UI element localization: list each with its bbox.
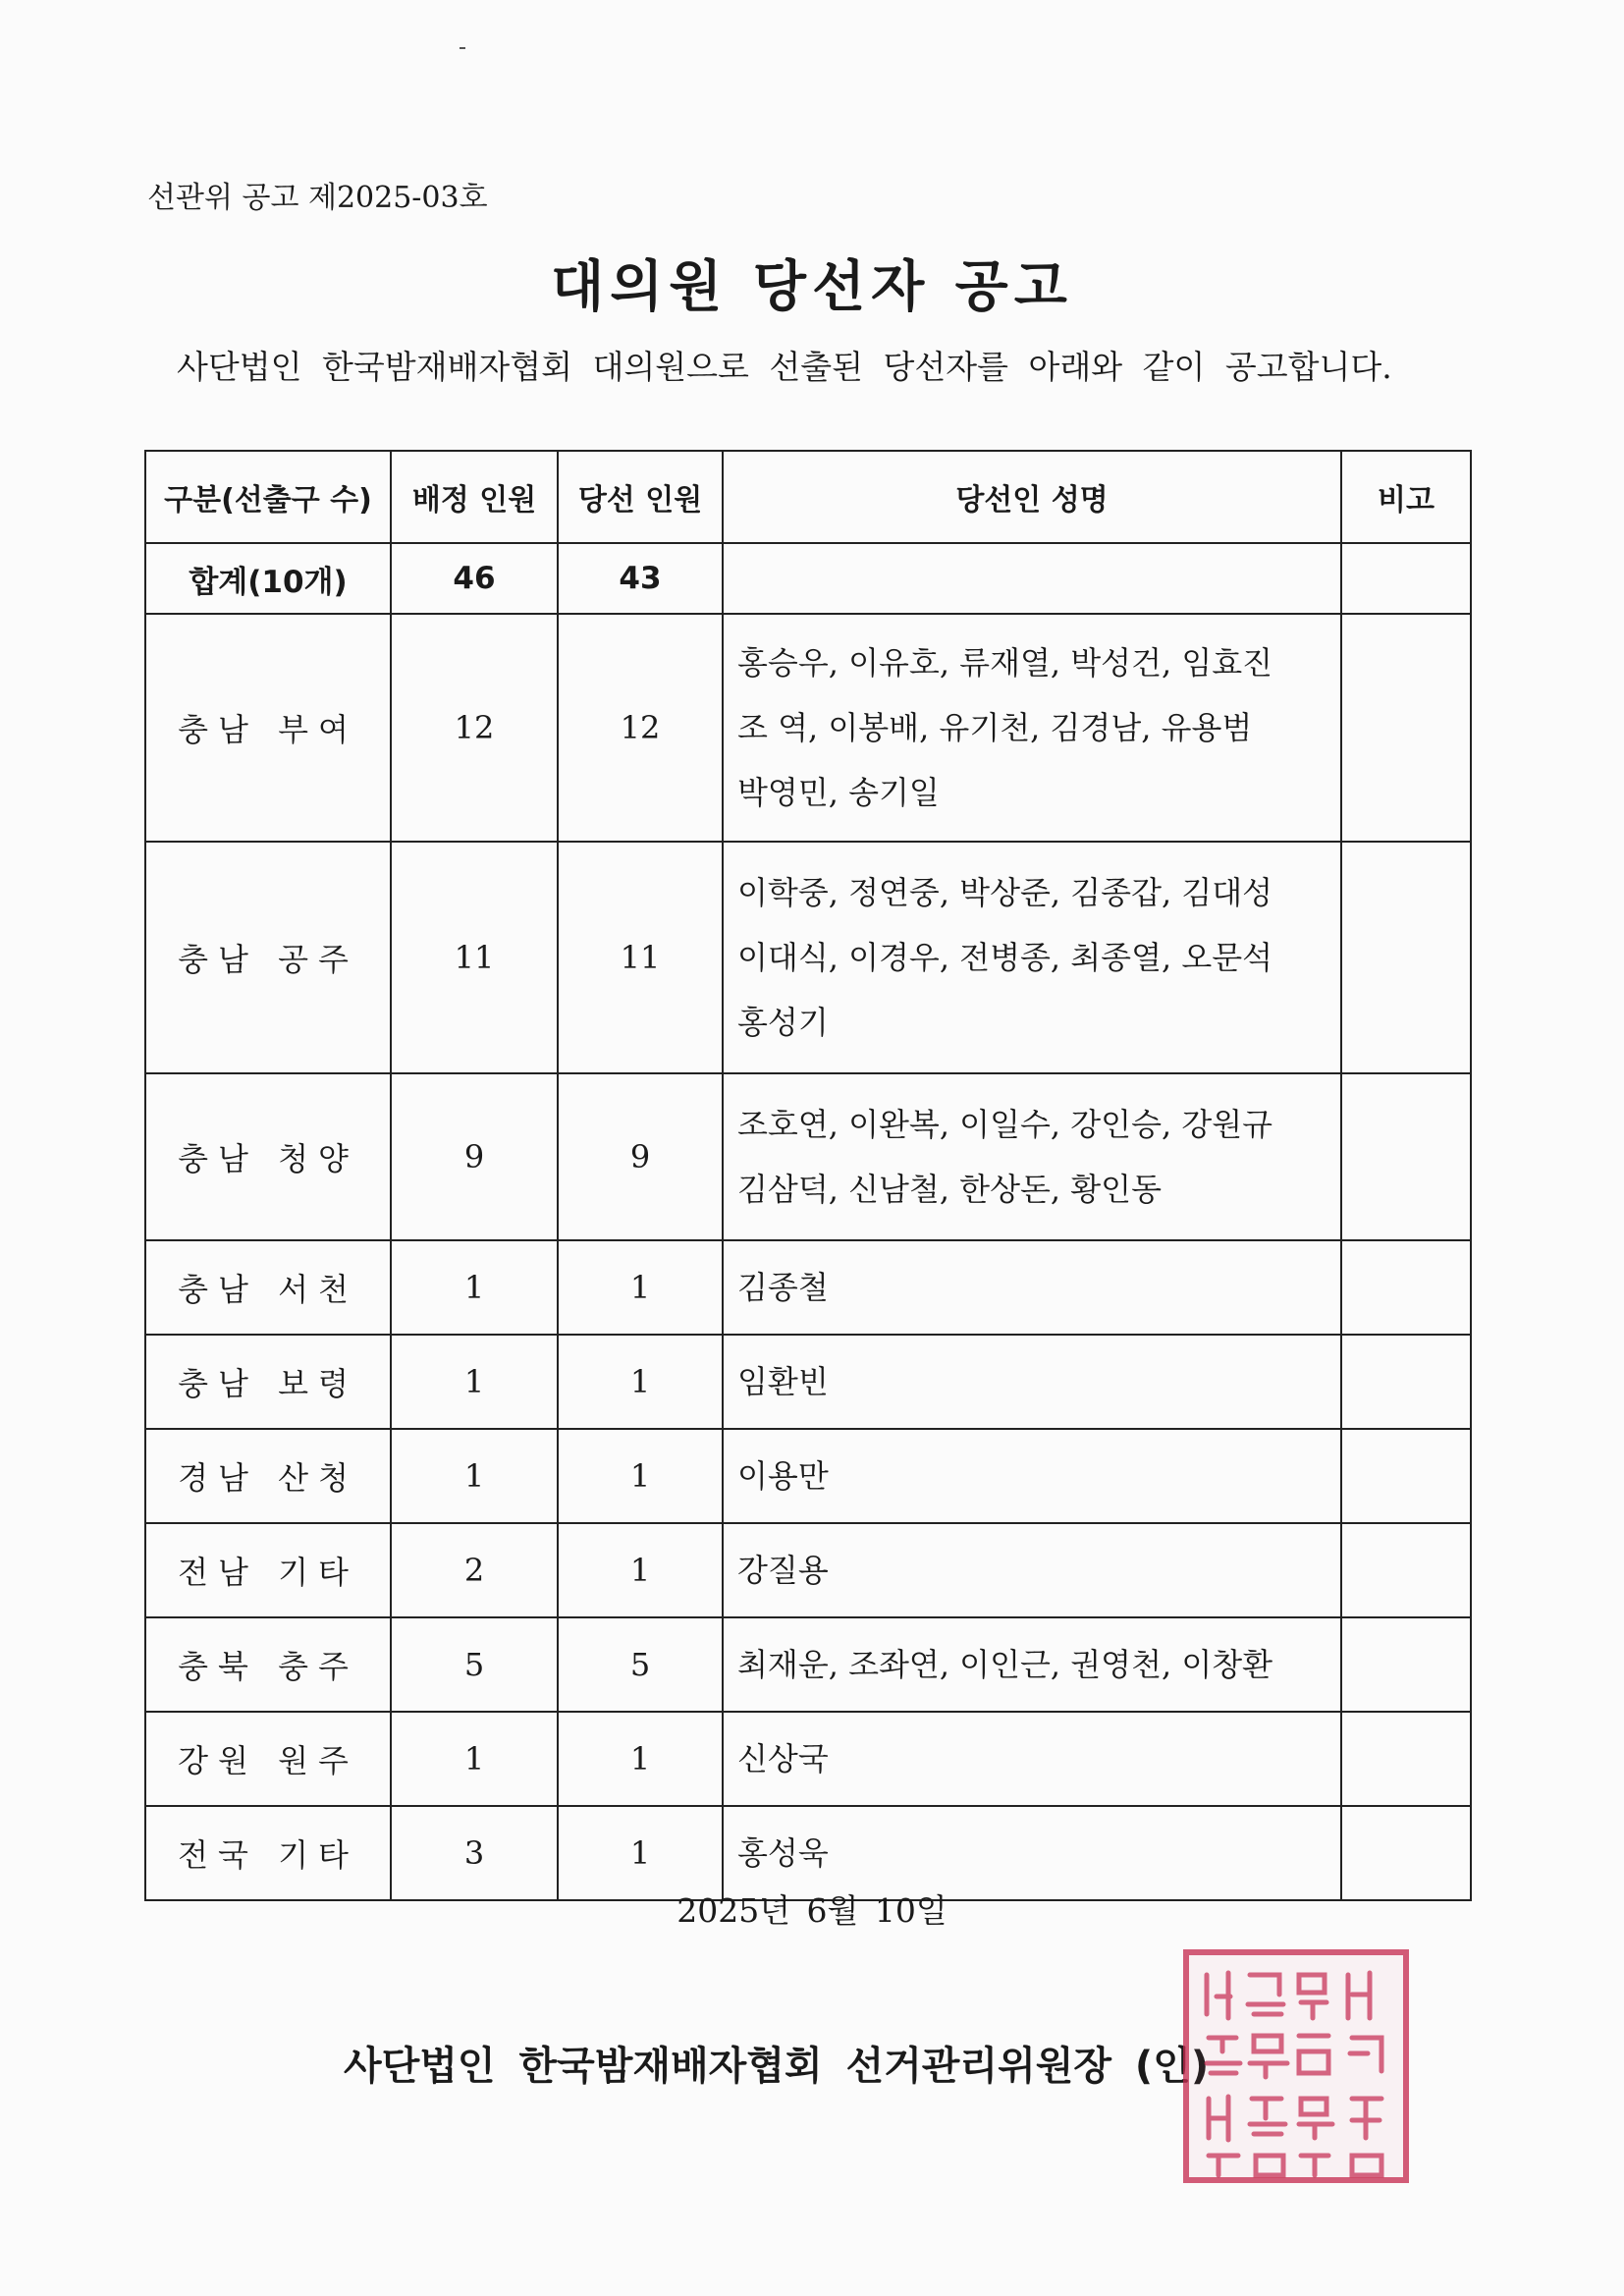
total-label: 합계(10개)	[145, 543, 391, 614]
elected-cell: 11	[558, 842, 723, 1073]
names-cell	[723, 614, 1341, 842]
names-line: 김삼덕, 신남철, 한상돈, 황인동	[737, 1171, 1162, 1208]
remarks-cell	[1341, 842, 1471, 1073]
district-cell: 전남 기타	[145, 1523, 391, 1617]
header-remarks: 비고	[1341, 451, 1471, 543]
names-cell	[723, 1429, 1341, 1523]
table-row	[145, 614, 1471, 842]
notice-reference-number: 선관위 공고 제2025-03호	[147, 181, 488, 215]
table-row	[145, 1335, 1471, 1429]
district-cell: 충남 부여	[145, 614, 391, 842]
allocated-cell: 11	[391, 842, 558, 1073]
table-header-row	[145, 451, 1471, 543]
names-cell	[723, 1073, 1341, 1240]
allocated-cell: 12	[391, 614, 558, 842]
names-cell	[723, 1523, 1341, 1617]
remarks-cell	[1341, 1617, 1471, 1712]
notice-date: 2025년 6월 10일	[677, 1891, 947, 1930]
total-row	[145, 543, 1471, 614]
names-line: 홍성욱	[737, 1834, 829, 1872]
names-line: 박영민, 송기일	[737, 774, 940, 811]
remarks-cell	[1341, 1240, 1471, 1335]
table-row	[145, 1523, 1471, 1617]
names-line: 이대식, 이경우, 전병종, 최종열, 오문석	[737, 939, 1273, 976]
names-line: 최재운, 조좌연, 이인근, 권영천, 이창환	[737, 1646, 1273, 1683]
elected-cell: 9	[558, 1073, 723, 1240]
names-line: 신상국	[737, 1740, 829, 1777]
elected-delegates-table	[144, 450, 1472, 1901]
elected-cell: 5	[558, 1617, 723, 1712]
names-line: 김종철	[737, 1269, 829, 1306]
total-names-cell	[723, 543, 1341, 614]
signature-line: 사단법인 한국밤재배자협회 선거관리위원장 (인)	[344, 2044, 1210, 2089]
header-allocated: 배정 인원	[391, 451, 558, 543]
total-remarks-cell	[1341, 543, 1471, 614]
allocated-cell: 2	[391, 1523, 558, 1617]
table-row	[145, 1712, 1471, 1806]
remarks-cell	[1341, 614, 1471, 842]
remarks-cell	[1341, 1712, 1471, 1806]
district-cell: 전국 기타	[145, 1806, 391, 1900]
elected-cell: 1	[558, 1523, 723, 1617]
names-line: 임환빈	[737, 1363, 829, 1400]
header-district: 구분(선출구 수)	[145, 451, 391, 543]
header-names: 당선인 성명	[723, 451, 1341, 543]
district-cell: 충북 충주	[145, 1617, 391, 1712]
names-cell	[723, 1335, 1341, 1429]
names-line: 홍성기	[737, 1004, 829, 1041]
elected-cell: 1	[558, 1429, 723, 1523]
allocated-cell: 1	[391, 1335, 558, 1429]
elected-cell: 1	[558, 1712, 723, 1806]
allocated-cell: 9	[391, 1073, 558, 1240]
elected-cell: 12	[558, 614, 723, 842]
header-elected: 당선 인원	[558, 451, 723, 543]
scan-mark	[460, 47, 465, 49]
remarks-cell	[1341, 1523, 1471, 1617]
allocated-cell: 3	[391, 1806, 558, 1900]
district-cell: 충남 청양	[145, 1073, 391, 1240]
table-row	[145, 1240, 1471, 1335]
official-seal	[1183, 1949, 1409, 2183]
notice-intro: 사단법인 한국밤재배자협회 대의원으로 선출된 당선자를 아래와 같이 공고합니다.	[177, 348, 1392, 386]
names-line: 이학중, 정연중, 박상준, 김종갑, 김대성	[737, 874, 1273, 911]
names-line: 홍승우, 이유호, 류재열, 박성건, 임효진	[737, 644, 1273, 682]
remarks-cell	[1341, 1073, 1471, 1240]
district-cell: 충남 보령	[145, 1335, 391, 1429]
elected-cell: 1	[558, 1240, 723, 1335]
names-cell	[723, 1240, 1341, 1335]
remarks-cell	[1341, 1429, 1471, 1523]
names-line: 조호연, 이완복, 이일수, 강인승, 강원규	[737, 1106, 1273, 1143]
names-line: 조 역, 이봉배, 유기천, 김경남, 유용범	[737, 709, 1253, 746]
total-elected: 43	[558, 543, 723, 614]
elected-cell: 1	[558, 1806, 723, 1900]
names-cell	[723, 1712, 1341, 1806]
district-cell: 경남 산청	[145, 1429, 391, 1523]
district-cell: 충남 서천	[145, 1240, 391, 1335]
names-line: 강질용	[737, 1552, 829, 1589]
allocated-cell: 5	[391, 1617, 558, 1712]
notice-title: 대의원 당선자 공고	[551, 255, 1073, 319]
elected-cell: 1	[558, 1335, 723, 1429]
allocated-cell: 1	[391, 1429, 558, 1523]
names-cell	[723, 1617, 1341, 1712]
table-row	[145, 1429, 1471, 1523]
district-cell: 강원 원주	[145, 1712, 391, 1806]
district-cell: 충남 공주	[145, 842, 391, 1073]
table-row	[145, 1617, 1471, 1712]
names-cell	[723, 842, 1341, 1073]
remarks-cell	[1341, 1335, 1471, 1429]
allocated-cell: 1	[391, 1240, 558, 1335]
allocated-cell: 1	[391, 1712, 558, 1806]
seal-graphic	[1189, 1955, 1415, 2189]
names-line: 이용만	[737, 1457, 829, 1495]
table-row	[145, 1073, 1471, 1240]
table-row	[145, 842, 1471, 1073]
total-allocated: 46	[391, 543, 558, 614]
